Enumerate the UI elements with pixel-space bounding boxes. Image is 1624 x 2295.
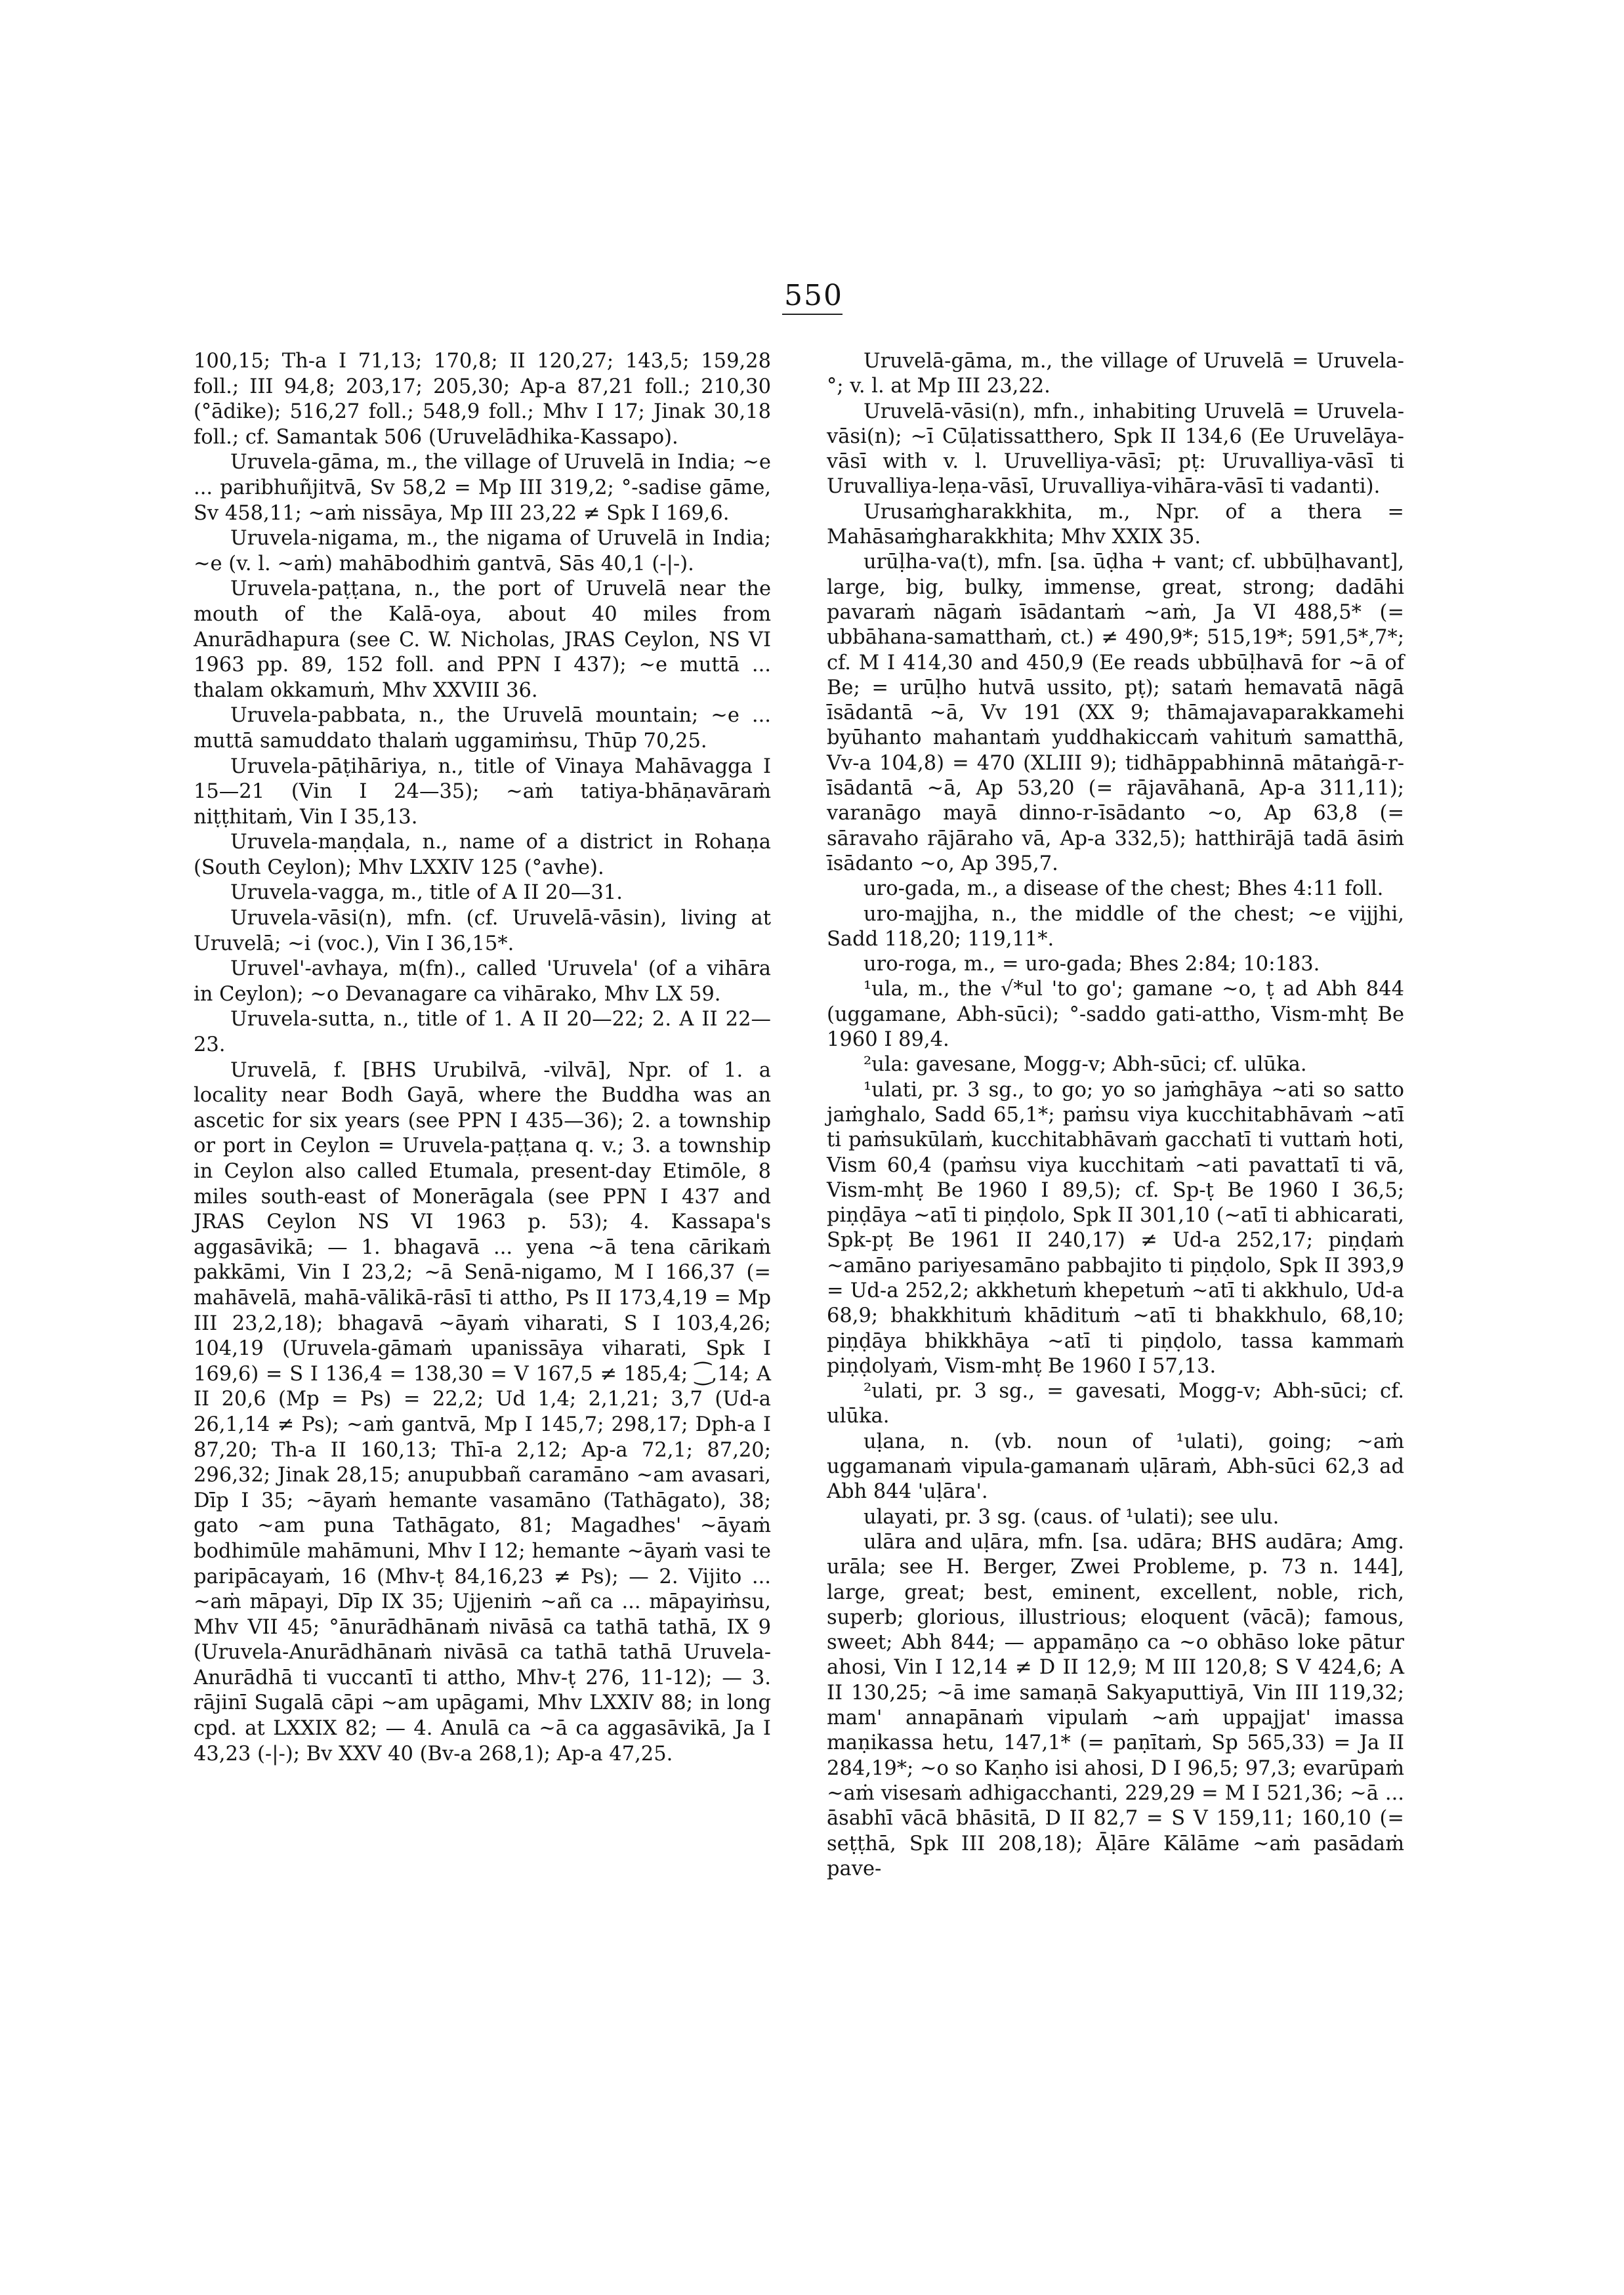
dictionary-entry: Uruvela-pabbata, n., the Uruvelā mountain; ~e ... muttā samuddato thalaṁ uggamiṁsu, Thūp 70,25. [194, 704, 771, 753]
dictionary-entry: Uruvelā, f. [BHS Urubilvā, -vilvā], Npr. of 1. a locality near Bodh Gayā, where the Buddha was an ascetic for six years (see PPN I 435—36); 2. a township or port in Ceylon = Uruvela-paṭṭana q. v.; 3. a township in Ceylon also called Etumala, present-day Etimōle, 8 miles south-east of Monerāgala (see PPN I 437 and JRAS Ceylon NS VI 1963 p. 53); 4. Kassapa's aggasāvikā; — 1. bhagavā ... yena ~ā tena cārikaṁ pakkāmi, Vin I 23,2; ~ā Senā-nigamo, M I 166,37 (= mahāvelā, mahā-vālikā-rāsī ti attho, Ps II 173,4,19 = Mp III 23,2,18); bhagavā ~āyaṁ viharati, S I 103,4,26; 104,19 (Uruvela-gāmaṁ upanissāya viharati, Spk I 169,6) = S I 136,4 = 138,30 = V 167,5 ≠ 185,4; ⁐,14; A II 20,6 (Mp = Ps) = 22,2; Ud 1,4; 2,1,21; 3,7 (Ud-a 26,1,14 ≠ Ps); ~aṁ gantvā, Mp I 145,7; 298,17; Dph-a I 87,20; Th-a II 160,13; Thī-a 2,12; Ap-a 72,1; 87,20; 296,32; Jinak 28,15; anupubbañ caramāno ~am avasari, Dīp I 35; ~āyaṁ hemante vasamāno (Tathāgato), 38; gato ~am puna Tathāgato, 81; Magadhes' ~āyaṁ bodhimūle mahāmuni, Mhv I 12; hemante ~āyaṁ vasi te paripācayaṁ, 16 (Mhv-ṭ 84,16,23 ≠ Ps); — 2. Vijito ... ~aṁ māpayi, Dīp IX 35; Ujjeniṁ ~añ ca ... māpayiṁsu, Mhv VII 45; °ānurādhānaṁ nivāsā ca tathā tathā, IX 9 (Uruvela-Anurādhānaṁ nivāsā ca tathā tathā Uruvela-Anurādhā ti vuccantī ti attho, Mhv-ṭ 276, 11-12); — 3. rājinī Sugalā cāpi ~am upāgami, Mhv LXXIV 88; in long cpd. at LXXIX 82; — 4. Anulā ca ~ā ca aggasāvikā, Ja I 43,23 (-|-); Bv XXV 40 (Bv-a 268,1); Ap-a 47,25. [194, 1058, 771, 1766]
dictionary-entry: 100,15; Th-a I 71,13; 170,8; II 120,27; 143,5; 159,28 foll.; III 94,8; 203,17; 205,30; Ap-a 87,21 foll.; 210,30 (°ādike); 516,27 foll.; 548,9 foll.; Mhv I 17; Jinak 30,18 foll.; cf. Samantak 506 (Uruvelādhika-Kassapo). [194, 350, 771, 449]
dictionary-entry: Uruvela-paṭṭana, n., the port of Uruvelā near the mouth of the Kalā-oya, about 40 miles from Anurādhapura (see C. W. Nicholas, JRAS Ceylon, NS VI 1963 pp. 89, 152 foll. and PPN I 437); ~e muttā ... thalam okkamuṁ, Mhv XXVIII 36. [194, 577, 771, 702]
dictionary-entry: Uruvela-nigama, m., the nigama of Uruvelā in India; ~e (v. l. ~aṁ) mahābodhiṁ gantvā, Sās 40,1 (-|-). [194, 527, 771, 575]
dictionary-entry: ulāra and uḷāra, mfn. [sa. udāra; BHS audāra; Amg. urāla; see H. Berger, Zwei Probleme, p. 73 n. 144], large, great; best, eminent, excellent, noble, rich, superb; glorious, illustrious; eloquent (vācā); famous, sweet; Abh 844; — appamāṇo ca ~o obhāso loke pātur ahosi, Vin I 12,14 ≠ D II 12,9; M III 120,8; S V 424,6; A II 130,25; ~ā ime samaṇā Sakyaputtiyā, Vin III 119,32; mam' annapānaṁ vipulaṁ ~aṁ uppajjat' imassa maṇikassa hetu, 147,1* (= paṇītaṁ, Sp 565,33) = Ja II 284,19*; ~o so Kaṇho isi ahosi, D I 96,5; 97,3; evarūpaṁ ~aṁ visesaṁ adhigacchanti, 229,29 = M I 521,36; ~ā ... āsabhī vācā bhāsitā, D II 82,7 = S V 159,11; 160,10 (= seṭṭhā, Spk III 208,18); Āḷāre Kālāme ~aṁ pasādaṁ pave- [827, 1530, 1404, 1880]
dictionary-entry: ¹ulati, pr. 3 sg., to go; yo so jaṁghāya ~ati so satto jaṁghalo, Sadd 65,1*; paṁsu viya kucchitabhāvaṁ ~atī ti paṁsukūlaṁ, kucchitabhāvaṁ gacchatī ti vuttaṁ hoti, Vism 60,4 (paṁsu viya kucchitaṁ ~ati pavattatī ti vā, Vism-mhṭ Be 1960 I 89,5); cf. Sp-ṭ Be 1960 I 36,5; piṇḍāya ~atī ti piṇḍolo, Spk II 301,10 (~atī ti abhicarati, Spk-pṭ Be 1961 II 240,17) ≠ Ud-a 252,17; piṇḍaṁ ~amāno pariyesamāno pabbajito ti piṇḍolo, Spk II 393,9 = Ud-a 252,2; akkhetuṁ khepetuṁ ~atī ti akkhulo, Ud-a 68,9; bhakkhituṁ khādituṁ ~atī ti bhakkhulo, 68,10; piṇḍāya bhikkhāya ~atī ti piṇḍolo, tassa kammaṁ piṇḍolyaṁ, Vism-mhṭ Be 1960 I 57,13. [827, 1078, 1404, 1378]
dictionary-entry: Uruvela-gāma, m., the village of Uruvelā in India; ~e ... paribhuñjitvā, Sv 58,2 = Mp III 319,2; °-sadise gāme, Sv 458,11; ~aṁ nissāya, Mp III 23,22 ≠ Spk I 169,6. [194, 451, 771, 525]
dictionary-entry: Uruvel'-avhaya, m(fn)., called 'Uruvela' (of a vihāra in Ceylon); ~o Devanagare ca vihārako, Mhv LX 59. [194, 957, 771, 1006]
dictionary-entry: ²ulati, pr. 3 sg., = gavesati, Mogg-v; Abh-sūci; cf. ulūka. [827, 1380, 1404, 1428]
dictionary-entry: Uruvela-maṇḍala, n., name of a district in Rohaṇa (South Ceylon); Mhv LXXIV 125 (°avhe). [194, 831, 771, 879]
left-column [194, 349, 771, 1767]
dictionary-entry: Uruvela-vāsi(n), mfn. (cf. Uruvelā-vāsin), living at Uruvelā; ~i (voc.), Vin I 36,15*. [194, 907, 771, 955]
dictionary-entry: Uruvelā-gāma, m., the village of Uruvelā = Uruvela-°; v. l. at Mp III 23,22. [827, 350, 1404, 398]
dictionary-entry: urūḷha-va(t), mfn. [sa. ūḍha + vant; cf. ubbūḷhavant], large, big, bulky, immense, great, strong; dadāhi pavaraṁ nāgaṁ īsādantaṁ ~aṁ, Ja VI 488,5* (= ubbāhana-samatthaṁ, ct.) ≠ 490,9*; 515,19*; 591,5*,7*; cf. M I 414,30 and 450,9 (Ee reads ubbūḷhavā for ~ā of Be; = urūḷho hutvā ussito, pṭ); sataṁ hemavatā nāgā īsādantā ~ā, Vv 191 (XX 9; thāmajavaparakkamehi byūhanto mahantaṁ yuddhakiccaṁ vahituṁ samatthā, Vv-a 104,8) = 470 (XLIII 9); tidhāppabhinnā mātaṅgā-r-īsādantā ~ā, Ap 53,20 (= rājavāhanā, Ap-a 311,11); varanāgo mayā dinno-r-īsādanto ~o, Ap 63,8 (= sāravaho rājāraho vā, Ap-a 332,5); hatthirājā tadā āsiṁ īsādanto ~o, Ap 395,7. [827, 550, 1404, 875]
dictionary-entry: uro-roga, m., = uro-gada; Bhes 2:84; 10:183. [864, 953, 1320, 976]
page-number: 550 [784, 279, 843, 312]
dictionary-entry: uro-gada, m., a disease of the chest; Bhes 4:11 foll. [864, 877, 1384, 901]
dictionary-entry: Uruvelā-vāsi(n), mfn., inhabiting Uruvelā = Uruvela-vāsi(n); ~ī Cūḷatissatthero, Spk II 134,6 (Ee Uruvelāya-vāsī with v. l. Uruvelliya-vāsī; pṭ: Uruvalliya-vāsī ti Uruvalliya-leṇa-vāsī, Uruvalliya-vihāra-vāsī ti vadanti). [827, 400, 1404, 499]
dictionary-entry: Uruvela-vagga, m., title of A II 20—31. [230, 881, 623, 905]
dictionary-entry: Uruvela-sutta, n., title of 1. A II 20—22; 2. A II 22—23. [194, 1008, 771, 1057]
dictionary-entry: Urusaṁgharakkhita, m., Npr. of a thera = Mahāsaṁgharakkhita; Mhv XXIX 35. [827, 500, 1404, 549]
right-column [827, 349, 1404, 1882]
dictionary-entry: uḷana, n. (vb. noun of ¹ulati), going; ~aṁ uggamanaṁ vipula-gamanaṁ uḷāraṁ, Abh-sūci 62,3 ad Abh 844 'uḷāra'. [827, 1430, 1404, 1504]
dictionary-entry: uro-majjha, n., the middle of the chest; ~e vijjhi, Sadd 118,20; 119,11*. [827, 902, 1404, 951]
dictionary-entry: Uruvela-pāṭihāriya, n., title of Vinaya Mahāvagga I 15—21 (Vin I 24—35); ~aṁ tatiya-bhāṇavāraṁ niṭṭhitaṁ, Vin I 35,13. [194, 755, 771, 829]
dictionary-entry: ²ula: gavesane, Mogg-v; Abh-sūci; cf. ulūka. [864, 1053, 1307, 1077]
dictionary-entry: ulayati, pr. 3 sg. (caus. of ¹ulati); see ulu. [864, 1505, 1280, 1529]
dictionary-entry: ¹ula, m., the √*ul 'to go'; gamane ~o, ṭ ad Abh 844 (uggamane, Abh-sūci); °-saddo gati-attho, Vism-mhṭ Be 1960 I 89,4. [827, 978, 1404, 1052]
page-number-rule [782, 314, 843, 315]
